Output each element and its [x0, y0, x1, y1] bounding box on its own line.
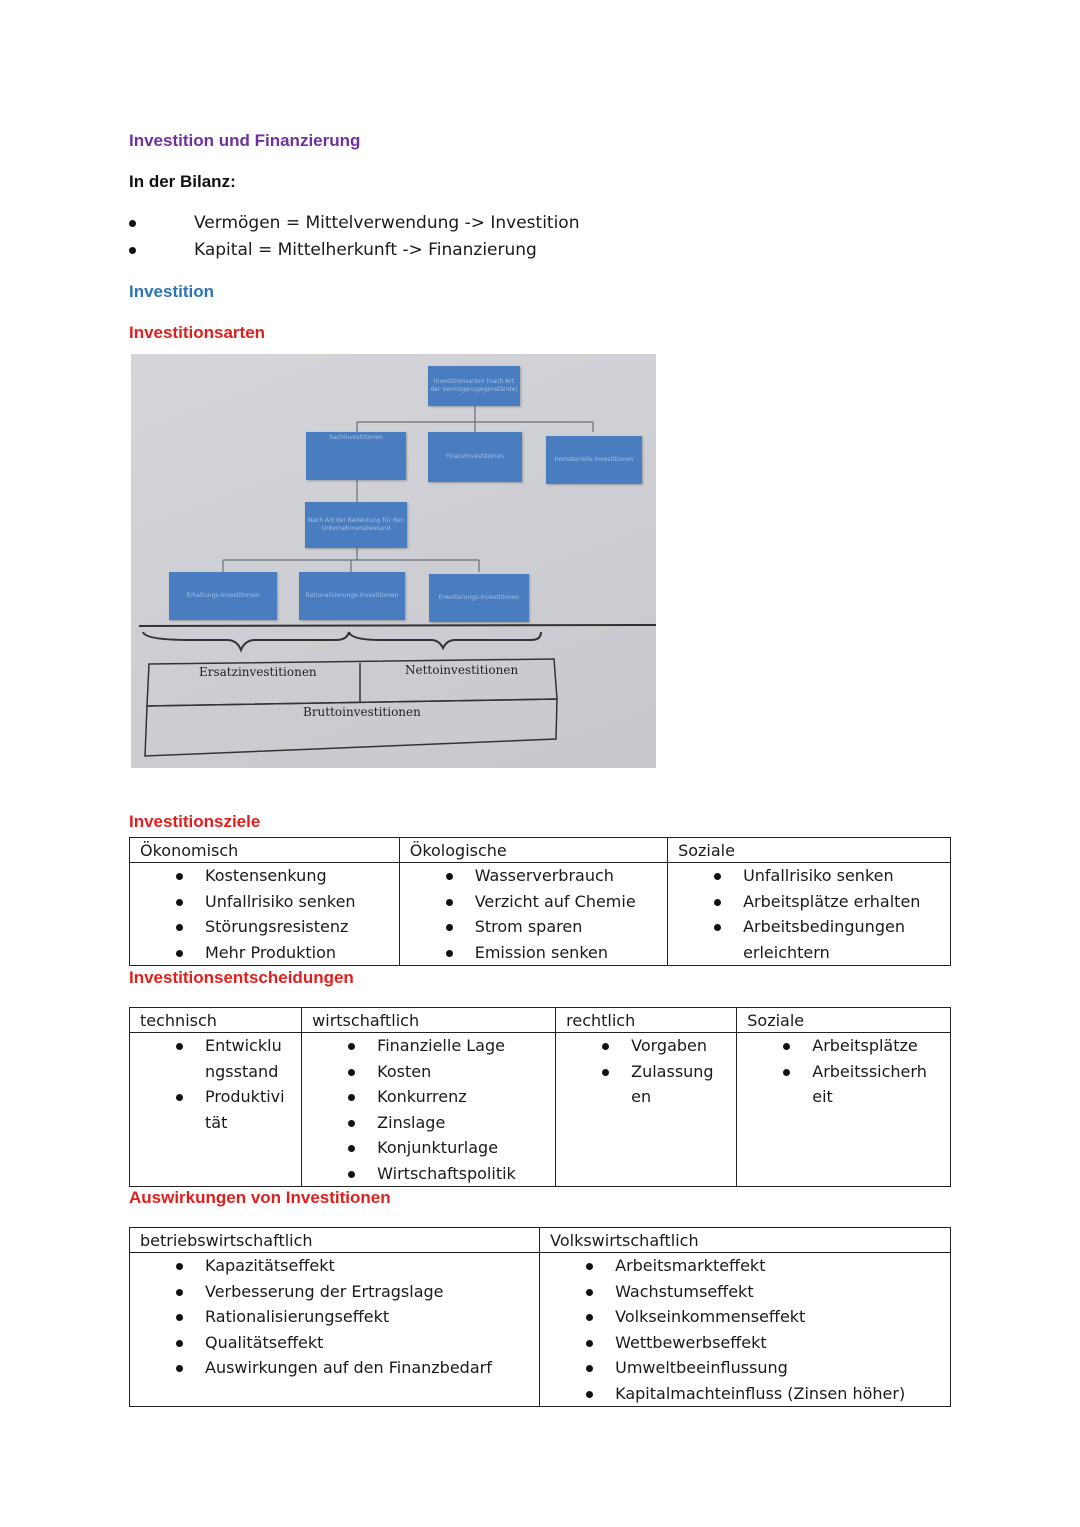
ziele-cell-soziale [668, 863, 951, 966]
list-item: Produktivität [130, 1084, 285, 1135]
investitionsziele-heading: Investitionsziele [129, 812, 261, 831]
diagram-ersatz-label: Ersatzinvestitionen [199, 665, 317, 679]
list-item: Verzicht auf Chemie [400, 889, 667, 915]
entsch-header-rechtlich: rechtlich [556, 1008, 737, 1033]
list-item: Rationalisierungseffekt [130, 1304, 539, 1330]
diagram-netto-label: Nettoinvestitionen [405, 663, 519, 677]
list-item: Wirtschaftspolitik [302, 1161, 555, 1187]
list-item: Entwicklungsstand [130, 1033, 285, 1084]
list-item: Zinslage [302, 1110, 555, 1136]
diagram-root-box: Investitionsarten (nach Art der Vermögensgegenstände) [428, 366, 520, 406]
list-item: Arbeitsmarkteffekt [540, 1253, 950, 1279]
list-item: Wasserverbrauch [400, 863, 667, 889]
list-item: Kapazitätseffekt [130, 1253, 539, 1279]
diagram-immaterielle-box: Immaterielle Investitionen [546, 436, 642, 484]
list-item: Arbeitsplätze [737, 1033, 950, 1059]
list-item: Kosten [302, 1059, 555, 1085]
entsch-header-technisch: technisch [130, 1008, 302, 1033]
diagram-bedeutung-box: Nach Art der Bedeutung für den Unternehmensbestand [305, 502, 407, 548]
ausw-cell-betrieb [130, 1253, 540, 1407]
ausw-header-betrieb: betriebswirtschaftlich [130, 1228, 540, 1253]
list-item: Arbeitsplätze erhalten [668, 889, 950, 915]
entsch-header-soziale: Soziale [737, 1008, 951, 1033]
entsch-cell-soziale [737, 1033, 951, 1187]
investitionsziele-table [129, 837, 951, 966]
list-item: Emission senken [400, 940, 667, 966]
investitionsentscheidungen-table [129, 1007, 951, 1187]
list-item: Konkurrenz [302, 1084, 555, 1110]
list-item: Wachstumseffekt [540, 1279, 950, 1305]
list-item: Konjunkturlage [302, 1135, 555, 1161]
diagram-erweiterung-box: Erweiterungs-Investitionen [429, 574, 529, 622]
diagram-erhaltung-box: Erhaltungs-Investitionen [169, 572, 277, 620]
investitionsarten-diagram-photo [131, 354, 656, 768]
bilanz-heading: In der Bilanz: [129, 172, 236, 191]
diagram-brutto-label: Bruttoinvestitionen [303, 705, 421, 719]
investitionsarten-heading: Investitionsarten [129, 323, 266, 342]
list-item: Finanzielle Lage [302, 1033, 555, 1059]
list-item: Unfallrisiko senken [668, 863, 950, 889]
entsch-cell-technisch [130, 1033, 302, 1187]
list-item: Kostensenkung [130, 863, 399, 889]
entsch-header-wirtschaftlich: wirtschaftlich [302, 1008, 556, 1033]
investition-heading: Investition [129, 282, 215, 301]
bilanz-item: Kapital = Mittelherkunft -> Finanzierung [129, 237, 829, 264]
list-item: Störungsresistenz [130, 914, 399, 940]
list-item: Arbeitssicherheit [737, 1059, 932, 1110]
list-item: Wettbewerbseffekt [540, 1330, 950, 1356]
bilanz-list [129, 210, 829, 264]
ziele-header-oekologisch: Ökologische [399, 838, 667, 863]
ausw-header-volk: Volkswirtschaftlich [540, 1228, 951, 1253]
entsch-cell-rechtlich [556, 1033, 737, 1187]
list-item: Unfallrisiko senken [130, 889, 399, 915]
list-item: Vorgaben [556, 1033, 736, 1059]
entsch-cell-wirtschaftlich [302, 1033, 556, 1187]
list-item: Qualitätseffekt [130, 1330, 539, 1356]
list-item: Auswirkungen auf den Finanzbedarf [130, 1355, 539, 1381]
document-title: Investition und Finanzierung [129, 131, 361, 150]
auswirkungen-table [129, 1227, 951, 1407]
list-item: Arbeitsbedingungen erleichtern [668, 914, 950, 965]
list-item: Strom sparen [400, 914, 667, 940]
investitionsentscheidungen-heading: Investitionsentscheidungen [129, 968, 354, 987]
ziele-header-oekonomisch: Ökonomisch [130, 838, 400, 863]
diagram-sachinvestitionen-box: Sachinvestitionen [306, 432, 406, 480]
ausw-cell-volk [540, 1253, 951, 1407]
list-item: Zulassungen [556, 1059, 721, 1110]
list-item: Kapitalmachteinfluss (Zinsen höher) [540, 1381, 950, 1407]
ziele-header-soziale: Soziale [668, 838, 951, 863]
list-item: Mehr Produktion [130, 940, 399, 966]
ziele-cell-oekologisch [399, 863, 667, 966]
list-item: Verbesserung der Ertragslage [130, 1279, 539, 1305]
ziele-cell-oekonomisch [130, 863, 400, 966]
auswirkungen-heading: Auswirkungen von Investitionen [129, 1188, 391, 1207]
diagram-finanzinvestitionen-box: Finanzinvestitionen [428, 432, 522, 482]
bilanz-item: Vermögen = Mittelverwendung -> Investition [129, 210, 829, 237]
list-item: Umweltbeeinflussung [540, 1355, 950, 1381]
diagram-rationalisierung-box: Rationalisierungs-investitionen [299, 572, 405, 620]
list-item: Volkseinkommenseffekt [540, 1304, 950, 1330]
